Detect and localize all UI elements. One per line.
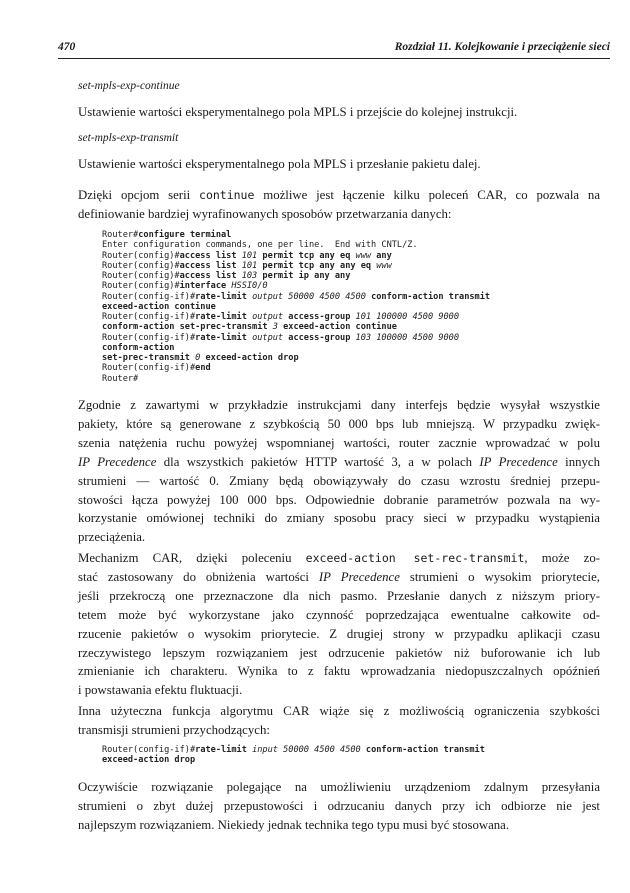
text-run: 0 bbox=[195, 353, 201, 363]
text-run: strumieni — wartość 0. Zmiany będą obowiązywały do czasu wzrostu średniej przepu- bbox=[78, 473, 600, 488]
text-run: zmienianie ich charakteru. Wynika to z faktu wprowadzania niedopuszczalnych opóźnień bbox=[78, 664, 600, 679]
text-run: 103 100000 4500 9000 bbox=[355, 332, 460, 343]
text-run: stać zastosowany do obniżenia wartości bbox=[78, 569, 319, 584]
text-run: access list bbox=[179, 260, 242, 271]
text-run: stowości łącza powyżej 100 000 bps. Odpowiednie dobranie parametrów pozwala na wy- bbox=[78, 492, 600, 507]
text-line bbox=[78, 721, 600, 740]
code-line bbox=[102, 745, 485, 755]
text-run: IP Precedence bbox=[78, 454, 157, 469]
text-run: pakiety, które są generowane z szybkością 50 000 bps lub mniejszą. W przypadku zwięk- bbox=[78, 416, 600, 431]
text-run: rate-limit bbox=[195, 291, 253, 302]
code-listing bbox=[102, 745, 485, 766]
text-run: Router(config-if)# bbox=[102, 745, 196, 755]
text-run: tcp any eq bbox=[293, 250, 356, 261]
text-run: configure terminal bbox=[138, 230, 232, 240]
text-line bbox=[78, 702, 600, 721]
command-name: set-mpls-exp-transmit bbox=[78, 132, 179, 144]
text-line bbox=[78, 568, 600, 587]
code-line bbox=[102, 240, 490, 250]
code-line bbox=[102, 271, 490, 281]
text-line bbox=[78, 396, 600, 415]
text-run: Oczywiście rozwiązanie polegające na umożliwieniu urządzeniom zdalnym przesyłania bbox=[78, 780, 600, 794]
text-run: HSSI0/0 bbox=[231, 281, 268, 292]
text-run: strumieni o zbyt dużej przepustowości i odrzucaniu danych przy ich odbiorze nie jest bbox=[78, 798, 600, 813]
code-listing bbox=[102, 230, 490, 384]
code-line bbox=[102, 322, 490, 332]
text-run: , może zo- bbox=[524, 551, 600, 565]
code-line bbox=[102, 281, 490, 291]
text-run: www bbox=[355, 250, 372, 261]
text-run: Router# bbox=[102, 230, 139, 240]
body-paragraph bbox=[78, 702, 600, 740]
text-run: output 50000 4500 4500 bbox=[252, 291, 366, 302]
text-run: permit bbox=[257, 250, 294, 261]
text-run: rzeczywistego lepszym rozwiązaniem jest odrzucenie pakietów niż buforowanie ich lub bbox=[78, 645, 600, 660]
text-run: input 50000 4500 4500 bbox=[252, 745, 361, 755]
text-run: permit bbox=[257, 260, 294, 271]
text-run: output bbox=[252, 332, 284, 343]
code-line bbox=[102, 374, 490, 384]
body-paragraph bbox=[78, 549, 600, 700]
text-run: www bbox=[376, 260, 392, 271]
chapter-title: Rozdział 11. Kolejkowanie i przeciążenie sieci bbox=[394, 41, 610, 53]
text-run: any bbox=[371, 250, 392, 261]
text-run: korzystanie omówionej techniki do zmiany sposobu pracy sieci w przypadku wystąpienia bbox=[78, 511, 600, 526]
text-run: exceed-action continue bbox=[277, 322, 397, 333]
text-line bbox=[78, 587, 600, 606]
text-run: strumieni o wysokim priorytecie, bbox=[399, 569, 600, 584]
code-line bbox=[102, 230, 490, 240]
text-line bbox=[78, 778, 600, 797]
code-line bbox=[102, 333, 490, 343]
code-line bbox=[102, 755, 485, 765]
text-run: 101 bbox=[241, 260, 258, 271]
code-line bbox=[102, 343, 490, 353]
text-run: Router(config)# bbox=[102, 250, 180, 261]
text-line bbox=[78, 549, 600, 568]
text-run: rate-limit bbox=[195, 312, 253, 322]
text-line bbox=[78, 509, 600, 528]
text-run: Router(config)# bbox=[102, 281, 180, 292]
text-run: conform-action set-prec-transmit bbox=[102, 322, 273, 333]
text-run: rate-limit bbox=[195, 332, 253, 343]
intro-paragraph: Dzięki opcjom serii continue możliwe jest łączenie kilku poleceń CAR, co pozwala na definiowanie bardziej wyrafinowanych sposobów przetwarzania danych: bbox=[78, 188, 601, 221]
text-run: ip any any bbox=[293, 271, 351, 281]
text-run: rzucenie pakietów o wysokim priorytecie. Z drugiej strony w przypadku aplikacji czasu bbox=[78, 626, 600, 641]
text-run: innych bbox=[557, 454, 601, 469]
text-run: szenia natężenia ruchu powyżej wspomnianej wartości, router zacznie wprowadzać w polu bbox=[78, 435, 600, 450]
text-run: exceed-action set-rec-transmit bbox=[305, 551, 525, 565]
text-line bbox=[78, 606, 600, 625]
text-run: IP Precedence bbox=[479, 454, 558, 469]
running-header bbox=[58, 38, 610, 59]
text-line bbox=[78, 816, 600, 835]
text-run: end bbox=[195, 363, 211, 374]
text-run: access-group bbox=[283, 312, 356, 322]
text-run: Router(config)# bbox=[102, 271, 180, 281]
text-run: conform-action transmit bbox=[360, 745, 485, 755]
text-line bbox=[78, 415, 600, 434]
command-description: Ustawienie wartości eksperymentalnego pola MPLS i przejście do kolejnej instrukcji. bbox=[78, 105, 518, 119]
text-run: permit bbox=[257, 271, 294, 281]
text-run: Zgodnie z zawartymi w przykładzie instrukcjami dany interfejs będzie wysyłał wszystkie bbox=[78, 398, 600, 412]
text-run: 103 bbox=[241, 271, 258, 281]
command-name: set-mpls-exp-continue bbox=[78, 80, 180, 92]
code-line bbox=[102, 261, 490, 271]
text-run: IP Precedence bbox=[318, 569, 400, 584]
text-run: 101 100000 4500 9000 bbox=[355, 312, 460, 322]
text-run: Router(config-if)# bbox=[102, 363, 196, 374]
text-line bbox=[78, 797, 600, 816]
text-run: access-group bbox=[283, 332, 356, 343]
text-run: Router(config)# bbox=[102, 260, 180, 271]
text-run: Router# bbox=[102, 373, 139, 384]
text-run: Mechanizm CAR, dzięki poleceniu bbox=[78, 551, 306, 565]
text-run: conform-action transmit bbox=[365, 291, 491, 302]
text-run: 3 bbox=[272, 322, 278, 333]
text-run: Router(config-if)# bbox=[102, 312, 196, 322]
text-run: dla wszystkich pakietów HTTP wartość 3, a w polach bbox=[156, 454, 480, 469]
code-line bbox=[102, 302, 490, 312]
text-line bbox=[78, 472, 600, 491]
text-run: przeciążenia. bbox=[78, 530, 146, 545]
text-run: tcp any any eq bbox=[293, 260, 377, 271]
text-line bbox=[78, 662, 600, 681]
text-run: set-prec-transmit bbox=[102, 353, 196, 363]
code-line bbox=[102, 292, 490, 302]
text-line bbox=[78, 491, 600, 510]
body-paragraph bbox=[78, 778, 600, 835]
text-run: exceed-action drop bbox=[200, 353, 299, 363]
command-description: Ustawienie wartości eksperymentalnego pola MPLS i przesłanie pakietu dalej. bbox=[78, 157, 481, 171]
text-run: Enter configuration commands, one per line. End with CNTL/Z. bbox=[102, 240, 418, 251]
text-run: interface bbox=[179, 281, 232, 292]
code-line bbox=[102, 353, 490, 363]
code-line bbox=[102, 251, 490, 261]
text-run: Router(config-if)# bbox=[102, 291, 196, 302]
text-line bbox=[78, 625, 600, 644]
text-run: 101 bbox=[241, 250, 258, 261]
inline-code: continue bbox=[199, 188, 255, 202]
text-run: exceed-action drop bbox=[102, 755, 196, 766]
body-paragraph bbox=[78, 396, 600, 547]
text-line bbox=[78, 453, 600, 472]
text-run: transmisji strumieni przychodzących: bbox=[78, 722, 270, 737]
text-run: jeśli przekroczą one przeznaczone dla nich pasmo. Przesłanie danych z niższym priory- bbox=[78, 588, 600, 603]
text-run: output bbox=[252, 312, 284, 322]
text-run: Router(config-if)# bbox=[102, 332, 196, 343]
text-line bbox=[78, 434, 600, 453]
text-run: Inna użyteczna funkcja algorytmu CAR wiąże się z możliwością ograniczenia szybkości bbox=[78, 704, 600, 718]
text-run: rate-limit bbox=[195, 745, 253, 755]
text-run: najlepszym rozwiązaniem. Niekiedy jednak technika tego typu musi być stosowana. bbox=[78, 817, 510, 832]
text-run: access list bbox=[179, 250, 242, 261]
code-line bbox=[102, 363, 490, 373]
text-run: access list bbox=[179, 271, 242, 281]
text-line bbox=[78, 681, 600, 700]
text-run: tetem może być wykorzystane jako czynność poprzedzająca ewentualne całkowite od- bbox=[78, 607, 600, 622]
text-line bbox=[78, 644, 600, 663]
text-run: i powstawania efektu fluktuacji. bbox=[78, 683, 243, 698]
page-number: 470 bbox=[58, 41, 76, 53]
text-run: conform-action bbox=[102, 342, 175, 353]
text-run: exceed-action continue bbox=[102, 301, 216, 312]
text-line bbox=[78, 528, 600, 547]
code-line bbox=[102, 312, 490, 322]
